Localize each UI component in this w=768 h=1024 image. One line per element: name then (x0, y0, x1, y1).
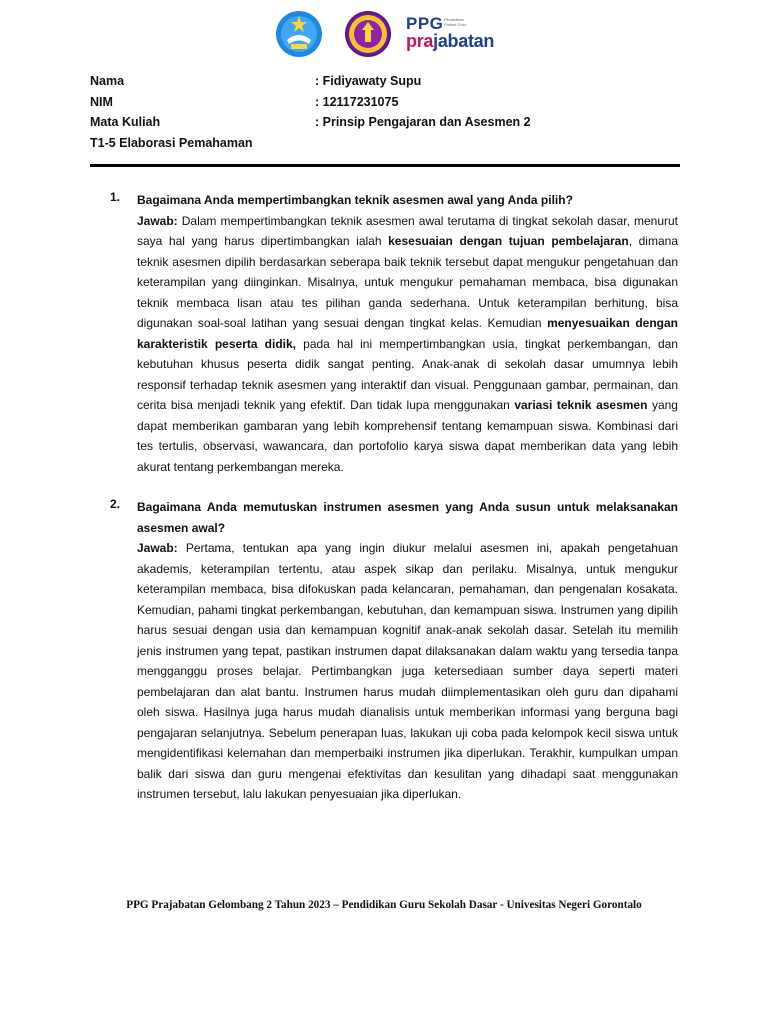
answer-text: Pertama, tentukan apa yang ingin diukur melalui asesmen ini, apakah pengetahuan akademis, keterampilan tertentu, atau aspek sikap dan perilaku. Misalnya, untuk mengukur keterampilan membaca, bisa difokuskan pada kelancaran, pemahaman, dan pengenalan kosakata. Kemudian, pahami tingkat perkembangan, kebutuhan, dan kemampuan siswa. Instrumen yang dipilih harus sesuai dengan usia dan kemampuan kognitif anak-anak sekolah dasar. Setelah itu memilih jenis instrumen yang tepat, pastikan instrumen dapat dilaksanakan dalam waktu yang tersedia tanpa mengganggu proses belajar. Pertimbangkan juga ketersediaan sumber daya seperti materi pembelajaran dan alat bantu. Instrumen harus mudah diimplementasikan oleh guru dan dipahami oleh siswa. Hasilnya juga harus mudah dianalisis untuk memberikan informasi yang berguna bagi pengajaran selanjutnya. Sebelum penerapan luas, lakukan uji coba pada kelompok kecil siswa untuk mengidentifikasi kelemahan dan memperbaiki instrumen jika diperlukan. Terakhir, kumpulkan umpan balik dari siswa dan guru mengenai efektivitas dan kesulitan yang dihadapi saat menggunakan instrumen tersebut, lalu lakukan penyesuaian jika diperlukan. (137, 541, 678, 801)
answer-text: yang dapat memberikan gambaran yang lebih komprehensif tentang kemampuan siswa. Kombinasi dari tes tertulis, observasi, wawancara, dan portofolio karya siswa dapat memberikan data yang lebih akurat tentang perkembangan mereka. (137, 398, 678, 474)
answer-emphasis: variasi teknik asesmen (514, 398, 648, 412)
ppg-logo-word: PPG (406, 14, 444, 33)
answer-emphasis: kesesuaian dengan tujuan pembelajaran (388, 234, 629, 248)
question-title: Bagaimana Anda mempertimbangkan teknik asesmen awal yang Anda pilih? (137, 193, 573, 207)
assignment-title: T1-5 Elaborasi Pemahaman (90, 135, 253, 150)
document-body (110, 190, 678, 805)
info-label: NIM (90, 94, 113, 109)
info-value: : 12117231075 (315, 94, 399, 109)
answer-paragraph (137, 211, 678, 478)
info-value: : Prinsip Pengajaran dan Asesmen 2 (315, 115, 531, 129)
ppg-prajabatan-logo (406, 14, 510, 56)
tut-wuri-handayani-logo (271, 10, 327, 58)
question-number: 1. (110, 190, 121, 204)
info-row-nama (90, 74, 690, 95)
ppg-logo-pra: pra (406, 31, 434, 51)
ppg-logo-subtitle: Pendidikan Profesi Guru (444, 17, 467, 27)
info-label: Mata Kuliah (90, 115, 161, 129)
answer-text: pada hal ini mempertimbangkan usia, tingkat perkembangan, dan kebutuhan khusus peserta didik sangat penting. Anak-anak di sekolah dasar umumnya lebih responsif terhadap teknik asesmen yang interaktif dan visual. Penggunaan gambar, permainan, dan cerita bisa menjadi teknik yang efektif. Dan tidak lupa menggunakan (137, 336, 678, 412)
info-row-assignment (90, 136, 690, 157)
info-label: Nama (90, 74, 125, 88)
page-footer: PPG Prajabatan Gelombang 2 Tahun 2023 – Pendidikan Guru Sekolah Dasar - Univesitas Negeri Gorontalo (126, 899, 642, 911)
student-info (90, 74, 690, 156)
ppg-logo-prajabatan (406, 31, 494, 52)
info-row-nim (90, 95, 690, 116)
answer-text: Dalam mempertimbangkan teknik asesmen awal terutama di tingkat sekolah dasar, menurut saya hal yang harus dipertimbangkan ialah (137, 213, 678, 248)
question-block (110, 190, 678, 477)
ppg-logo-jabatan: jabatan (433, 31, 495, 51)
universitas-negeri-gorontalo-logo (340, 10, 396, 58)
info-value: : Fidiyawaty Supu (315, 74, 422, 88)
answer-label: Jawab: (137, 541, 178, 555)
info-row-mata-kuliah (90, 115, 690, 136)
question-number: 2. (110, 497, 121, 511)
answer-label: Jawab: (137, 213, 178, 228)
answer-paragraph (137, 538, 678, 805)
answer-emphasis: menyesuaikan dengan karakteristik peserta didik, (137, 316, 678, 351)
header-divider (90, 164, 680, 167)
answer-text: , dimana teknik asesmen dipilih berdasarkan seberapa baik teknik tersebut dapat mengukur pengetahuan dan keterampilan yang diinginkan. Misalnya, untuk mengukur pemahaman membaca, bisa digunakan teknik membaca lisan atau tes pilihan ganda sederhana. Untuk keterampilan berhitung, bisa digunakan soal-soal latihan yang sesuai dengan tingkat kelas. Kemudian (137, 234, 678, 330)
header-logos (0, 10, 768, 58)
question-title: Bagaimana Anda memutuskan instrumen asesmen yang Anda susun untuk melaksanakan asesmen awal? (137, 500, 678, 535)
question-block (110, 497, 678, 805)
